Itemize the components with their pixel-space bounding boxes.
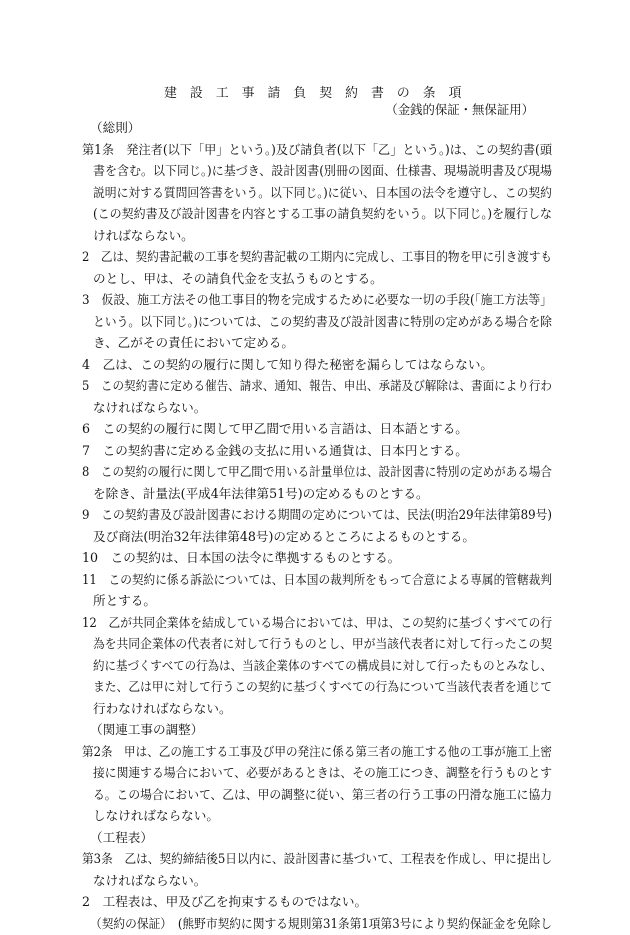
- line-text: 行わなければならない。: [93, 699, 232, 719]
- text-line: [93, 226, 630, 248]
- line-text: 9 この契約書及び設計図書における期間の定めについては、民法(明治29年法律第89号): [82, 505, 552, 525]
- line-text: 10 この契約は、日本国の法令に準拠するものとする。: [82, 548, 400, 568]
- text-line: [82, 570, 630, 592]
- text-line: [93, 484, 630, 506]
- line-text: 第2条 甲は、乙の施工する工事及び甲の発注に係る第三者の施工する他の工事が施工上密: [82, 742, 552, 762]
- text-line: [93, 183, 630, 205]
- line-text: 12 乙が共同企業体を結成している場合においては、甲は、この契約に基づくすべての行: [82, 613, 552, 633]
- text-line: [82, 355, 630, 377]
- line-text: 接に関連する場合において、必要があるときは、その施工につき、調整を行うものとす: [93, 763, 552, 783]
- text-line: [93, 333, 630, 355]
- line-text: 7 この契約書に定める金銭の支払に用いる通貨は、日本円とする。: [82, 441, 468, 461]
- line-text: 5 この契約書に定める催告、請求、通知、報告、申出、承諾及び解除は、書面により行わ: [82, 376, 552, 396]
- line-text: （契約の保証） (熊野市契約に関する規則第31条第1項第3号により契約保証金を免除し: [90, 914, 552, 934]
- line-text: (この契約書及び設計図書を内容とする工事の請負契約をいう。以下同じ。)を履行しな: [93, 204, 552, 224]
- line-text: を除き、計量法(平成4年法律第51号)の定めるものとする。: [93, 484, 429, 504]
- line-text: 所とする。: [93, 591, 156, 611]
- line-text: 3 仮設、施工方法その他工事目的物を完成するために必要な一切の手段(「施工方法等」: [82, 290, 552, 310]
- text-line: [82, 462, 630, 484]
- document-title: 建 設 工 事 請 負 契 約 書 の 条 項: [0, 84, 630, 104]
- text-line: [82, 140, 630, 162]
- line-text: る。この場合において、乙は、甲の調整に従い、第三者の行う工事の円滑な施工に協力: [93, 785, 552, 805]
- text-line: [93, 806, 630, 828]
- text-line: [93, 699, 630, 721]
- line-text: 第1条 発注者(以下「甲」という。)及び請負者(以下「乙」という。)は、この契約書(頭: [82, 140, 552, 160]
- line-text: しなければならない。: [93, 806, 219, 826]
- line-text: ければならない。: [93, 226, 194, 246]
- line-text: 6 この契約の履行に関して甲乙間で用いる言語は、日本語とする。: [82, 419, 468, 439]
- line-text: 4 乙は、この契約の履行に関して知り得た秘密を漏らしてはならない。: [82, 355, 493, 375]
- text-line: [93, 871, 630, 893]
- text-line: [93, 677, 630, 699]
- section-heading: [90, 828, 630, 850]
- section-heading: [90, 118, 630, 140]
- line-text: のとし、甲は、その請負代金を支払うものとする。: [93, 269, 383, 289]
- line-text: 2 工程表は、甲及び乙を拘束するものではない。: [82, 892, 367, 912]
- line-text: 為を共同企業体の代表者に対して行うものとし、甲が当該代表者に対して行ったこの契: [93, 634, 552, 654]
- line-text: （関連工事の調整）: [90, 720, 203, 740]
- section-heading: [90, 720, 630, 742]
- section-heading: [90, 914, 630, 935]
- line-text: 8 この契約の履行に関して甲乙間で用いる計量単位は、設計図書に特別の定めがある場合: [82, 462, 552, 482]
- line-text: 第3条 乙は、契約締結後5日以内に、設計図書に基づいて、工程表を作成し、甲に提出し: [82, 849, 552, 869]
- line-text: 及び商法(明治32年法律第48号)の定めるところによるものとする。: [93, 527, 475, 547]
- line-text: なければならない。: [93, 398, 206, 418]
- text-line: [82, 742, 630, 764]
- text-line: [93, 269, 630, 291]
- text-line: [93, 634, 630, 656]
- text-line: [82, 290, 630, 312]
- line-text: 2 乙は、契約書記載の工事を契約書記載の工期内に完成し、工事目的物を甲に引き渡すも: [82, 247, 552, 267]
- line-text: 説明に対する質問回答書をいう。以下同じ。)に従い、日本国の法令を遵守し、この契約: [93, 183, 552, 203]
- text-line: [82, 548, 630, 570]
- document-body: [0, 118, 630, 935]
- text-line: [93, 591, 630, 613]
- text-line: [93, 398, 630, 420]
- text-line: [82, 441, 630, 463]
- text-line: [93, 161, 630, 183]
- text-line: [93, 656, 630, 678]
- line-text: （工程表）: [90, 828, 153, 848]
- text-line: [82, 505, 630, 527]
- line-text: また、乙は甲に対して行うこの契約に基づくすべての行為について当該代表者を通じて: [93, 677, 552, 697]
- line-text: 書を含む。以下同じ。)に基づき、設計図書(別冊の図面、仕様書、現場説明書及び現場: [93, 161, 552, 181]
- line-text: 約に基づくすべての行為は、当該企業体のすべての構成員に対して行ったものとみなし、: [93, 656, 552, 676]
- line-text: なければならない。: [93, 871, 206, 891]
- text-line: [82, 376, 630, 398]
- line-text: （総則）: [90, 118, 140, 138]
- line-text: き、乙がその責任において定める。: [93, 333, 294, 353]
- text-line: [93, 312, 630, 334]
- text-line: [93, 204, 630, 226]
- text-line: [82, 247, 630, 269]
- text-line: [93, 785, 630, 807]
- line-text: 11 この契約に係る訴訟については、日本国の裁判所をもって合意による専属的管轄裁判: [82, 570, 552, 590]
- text-line: [82, 613, 630, 635]
- text-line: [82, 849, 630, 871]
- text-line: [93, 763, 630, 785]
- line-text: という。以下同じ。)については、この契約書及び設計図書に特別の定めがある場合を除: [93, 312, 552, 332]
- text-line: [93, 527, 630, 549]
- document-subtitle: （金銭的保証・無保証用）: [385, 100, 534, 120]
- text-line: [82, 419, 630, 441]
